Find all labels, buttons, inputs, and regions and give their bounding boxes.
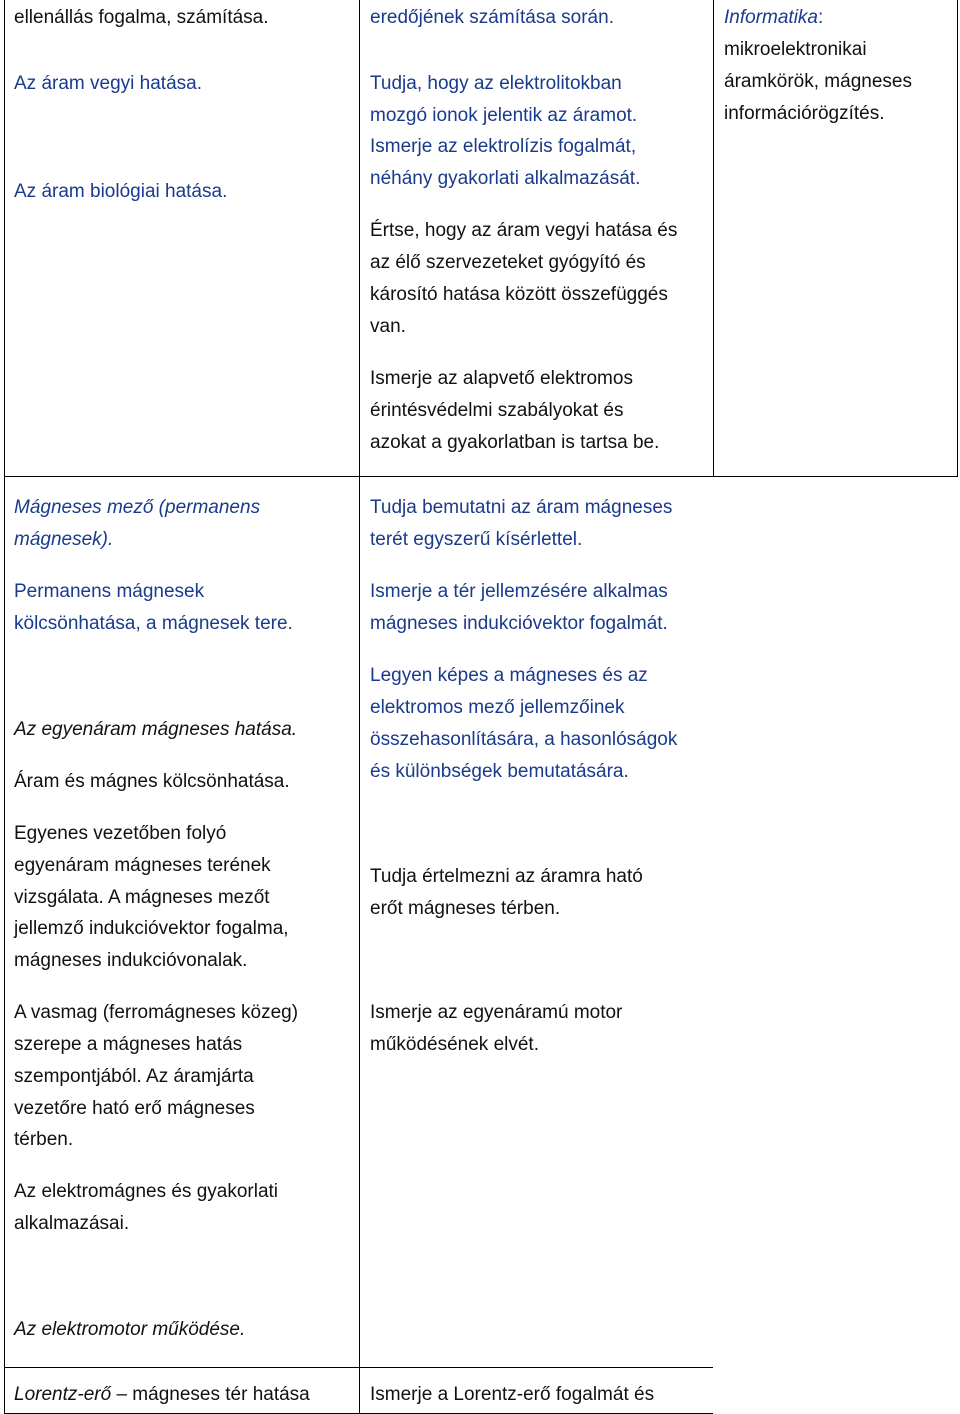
row2-col2-line: Ismerje az egyenáramú motor [370, 1002, 623, 1023]
row2-col1-italic: Az elektromotor működése. [14, 1319, 246, 1340]
row2-col2-line: terét egyszerű kísérlettel. [370, 529, 583, 550]
row2-col1-line: alkalmazásai. [14, 1213, 130, 1234]
row2-col2-line: elektromos mező jellemzőinek [370, 697, 625, 718]
row1-col2-line: Ismerje az alapvető elektromos [370, 368, 633, 389]
row2-col2-line: erőt mágneses térben. [370, 898, 561, 919]
row1-col1-line: Az áram biológiai hatása. [14, 181, 228, 202]
row1-col3-line: mikroelektronikai [724, 39, 867, 60]
row2-col1-line: térben. [14, 1129, 74, 1150]
row2-col1-line: vezetőre ható erő mágneses [14, 1098, 255, 1119]
row2-col2-line: mágneses indukcióvektor fogalmát. [370, 613, 668, 634]
row3-col2-line: Ismerje a Lorentz-erő fogalmát és [370, 1384, 655, 1405]
row2-col1-line [14, 714, 297, 746]
row1-col1-line: Az áram vegyi hatása. [14, 73, 202, 94]
row2-col1-line [14, 492, 260, 524]
row1-col2-line: az élő szervezeteket gyógyító és [370, 252, 646, 273]
row2-col1-line: vizsgálata. A mágneses mezőt [14, 887, 270, 908]
row2-col1-line: kölcsönhatása, a mágnesek tere. [14, 613, 293, 634]
row2-col2-line: összehasonlítására, a hasonlóságok [370, 729, 678, 750]
row3-col1-rest: – mágneses tér hatása [111, 1384, 310, 1405]
row2-col1-line: egyenáram mágneses terének [14, 855, 271, 876]
row2-col1-italic: Mágneses mező (permanens [14, 497, 261, 518]
table-divider-col1 [359, 0, 360, 1414]
row1-col2-line: Ismerje az elektrolízis fogalmát, [370, 136, 637, 157]
row2-col2-line: Legyen képes a mágneses és az [370, 665, 648, 686]
row1-col3-italic: Informatika [724, 7, 818, 28]
row2-col1-line [14, 1314, 245, 1346]
row1-col2-line: azokat a gyakorlatban is tartsa be. [370, 432, 660, 453]
row2-col1-line: Áram és mágnes kölcsönhatása. [14, 771, 290, 792]
row2-col2-line: működésének elvét. [370, 1034, 539, 1055]
table-divider-col2 [713, 0, 714, 476]
row1-col2-line: eredőjének számítása során. [370, 7, 614, 28]
row2-col1-line [14, 524, 113, 556]
row-divider-2 [4, 1367, 713, 1368]
row3-col1-line [14, 1379, 310, 1411]
row2-col1-line: szempontjából. Az áramjárta [14, 1066, 254, 1087]
row2-col1-line: jellemző indukcióvektor fogalma, [14, 918, 289, 939]
row2-col1-italic: Az egyenáram mágneses hatása. [14, 719, 298, 740]
row1-col2-line: mozgó ionok jelentik az áramot. [370, 105, 638, 126]
row1-col2-line: érintésvédelmi szabályokat és [370, 400, 624, 421]
row1-col2-line: van. [370, 316, 406, 337]
row2-col2-line: Tudja értelmezni az áramra ható [370, 866, 643, 887]
row2-col1-line: Egyenes vezetőben folyó [14, 823, 227, 844]
row1-col3-colon: : [817, 7, 824, 28]
row2-col1-line: Az elektromágnes és gyakorlati [14, 1181, 279, 1202]
row1-col2-line: Értse, hogy az áram vegyi hatása és [370, 220, 678, 241]
row2-col1-italic: mágnesek). [14, 529, 114, 550]
row1-col3-line: információrögzítés. [724, 103, 885, 124]
row2-col1-line: mágneses indukcióvonalak. [14, 950, 248, 971]
row2-col1-line: A vasmag (ferromágneses közeg) [14, 1002, 299, 1023]
lorentz-term: Lorentz-erő [14, 1384, 112, 1405]
row2-col1-line: Permanens mágnesek [14, 581, 205, 602]
row1-col2-line: néhány gyakorlati alkalmazását. [370, 168, 641, 189]
table-border-right [957, 0, 958, 476]
row2-col2-line: Tudja bemutatni az áram mágneses [370, 497, 673, 518]
row1-col2-line: károsító hatása között összefüggés [370, 284, 668, 305]
row2-col1-line: szerepe a mágneses hatás [14, 1034, 243, 1055]
row1-col1-line: ellenállás fogalma, számítása. [14, 7, 269, 28]
row2-col2-line: Ismerje a tér jellemzésére alkalmas [370, 581, 668, 602]
row2-col2-line: és különbségek bemutatására. [370, 761, 629, 782]
row-divider-1 [4, 476, 958, 477]
row1-col3-heading [724, 2, 823, 34]
row1-col3-line: áramkörök, mágneses [724, 71, 912, 92]
row1-col2-line: Tudja, hogy az elektrolitokban [370, 73, 622, 94]
table-border-left [4, 0, 5, 1414]
